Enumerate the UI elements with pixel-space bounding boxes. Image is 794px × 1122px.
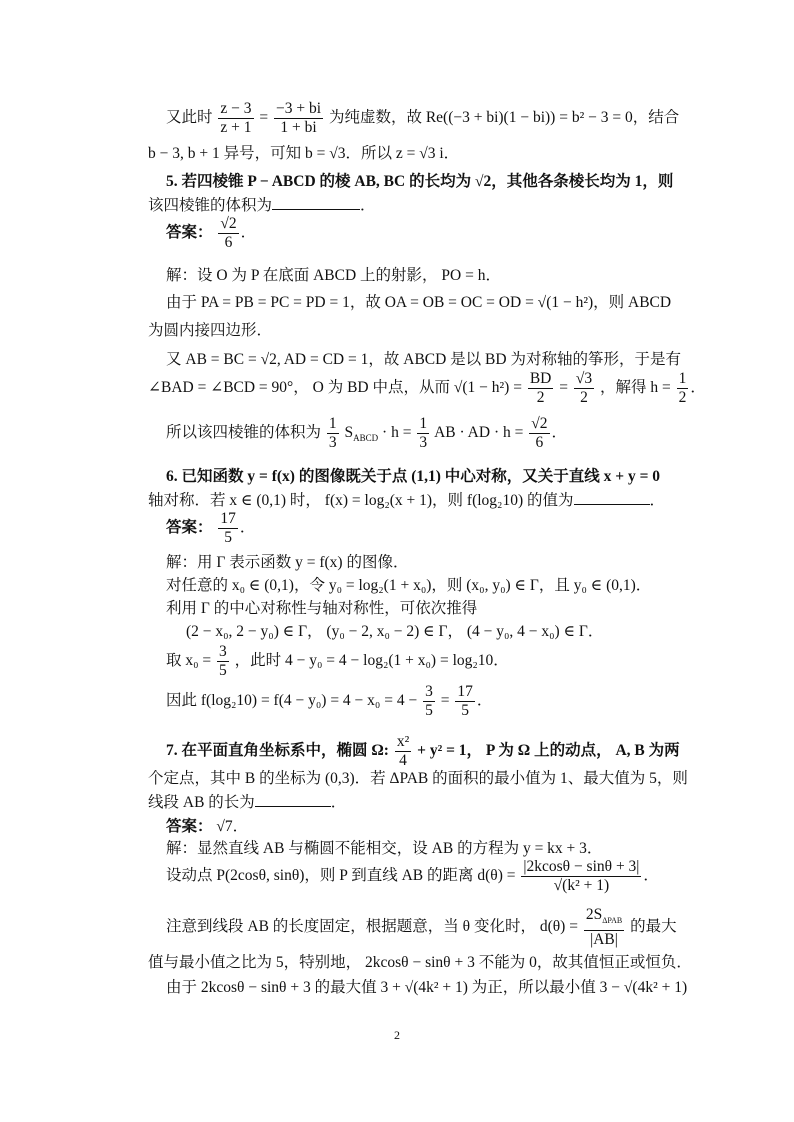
text: 又此时 <box>166 109 213 127</box>
question-7: 7. 在平面直角坐标系中，椭圆 Ω: $\frac{\text{x²}}{4}$ + y² = 1， P 为 Ω 上的动点， A, B 为两 <box>166 733 680 769</box>
solution-line: (2 − x₀, 2 − y₀) ∈ Γ， (y₀ − 2, x₀ − 2) ∈ Γ， (4 − y₀, 4 − x₀) ∈ Γ． <box>186 623 604 640</box>
text-line: 轴对称．若 x ∈ (0,1) 时， f(x) = log₂(x + 1)，则 f(log₂10) 的值为 ． <box>148 492 666 509</box>
answer-line: 答案： $\frac{√2}{6}$ ． <box>166 215 257 251</box>
solution-line: ∠BAD = ∠BCD = 90°， O 为 BD 中点，从而 √(1 − h²) = $\frac{BD}{2}$ = $\frac{√3}{2}$ ，解得 h = $\frac{1}{2}$ ． <box>148 370 706 406</box>
answer-line: 答案： √7． <box>166 818 249 835</box>
solution-line: 设动点 P(2cosθ, sinθ)，则 P 到直线 AB 的距离 d(θ) = $\frac{|2kcos\theta - \sin\theta + 3|}{\text{√(k² + 1)}}$ ． <box>166 858 659 894</box>
solution-line: 又 AB = BC = √2, AD = CD = 1，故 ABCD 是以 BD 为对称轴的筝形，于是有 <box>166 351 681 368</box>
solution-line: 值与最小值之比为 5，特别地， 2kcosθ − sinθ + 3 不能为 0，故其值恒正或恒负． <box>148 954 692 971</box>
solution-line: 为圆内接四边形． <box>148 322 273 339</box>
text-line: 个定点，其中 B 的坐标为 (0,3)．若 ΔPAB 的面积的最小值为 1、最大值为 5，则 <box>148 770 688 787</box>
fraction: $\frac{√2}{6}$ <box>220 215 237 251</box>
solution-line: 所以该四棱锥的体积为 $\frac{1}{3}$ $S_{ABCD} \cdot h$ = $\frac{1}{3}$ AB · AD · h = $\frac{√2}{6}$ ． <box>166 415 568 451</box>
solution-line: 由于 PA = PB = PC = PD = 1，故 OA = OB = OC = OD = √(1 − h²)，则 ABCD <box>166 294 672 311</box>
text: 为纯虚数，故 Re((−3 + bi)(1 − bi)) = b² − 3 = 0，结合 <box>328 109 680 127</box>
question-5: 5. 若四棱锥 P − ABCD 的棱 AB, BC 的长均为 √2，其他各条棱长均为 1，则 <box>166 173 674 190</box>
solution-line: 解：设 O 为 P 在底面 ABCD 上的射影， PO = h． <box>166 267 501 284</box>
answer-blank <box>272 195 360 210</box>
answer-blank <box>574 490 650 505</box>
fraction: $\frac{z - 3}{z + 1}$ <box>220 100 252 136</box>
fraction: $\frac{-3 + bi}{1 + bi}$ <box>276 100 322 136</box>
answer-line: 答案： $\frac{17}{5}$ ． <box>166 510 256 546</box>
text-line: b − 3, b + 1 异号，可知 b = √3．所以 z = √3 i． <box>148 145 460 162</box>
solution-line: 因此 f(log₂10) = f(4 − y₀) = 4 − x₀ = 4 − $\frac{3}{5}$ = $\frac{17}{5}$ ． <box>166 683 493 719</box>
question-6: 6. 已知函数 y = f(x) 的图像既关于点 (1,1) 中心对称，又关于直线 x + y = 0 <box>166 468 661 485</box>
page-number: 2 <box>394 1028 400 1042</box>
solution-line: 利用 Γ 的中心对称性与轴对称性，可依次推得 <box>166 600 478 617</box>
text-line: 线段 AB 的长为 ． <box>148 794 347 811</box>
text-line: 该四棱锥的体积为 ． <box>148 197 376 214</box>
solution-line: 由于 2kcosθ − sinθ + 3 的最大值 3 + √(4k² + 1) 为正，所以最小值 3 − √(4k² + 1) <box>166 979 688 996</box>
solution-line: 取 x₀ = $\frac{3}{5}$ ，此时 4 − y₀ = 4 − log₂(1 + x₀) = log₂10． <box>166 643 509 679</box>
solution-line: 解：显然直线 AB 与椭圆不能相交，设 AB 的方程为 y = kx + 3． <box>166 840 603 857</box>
solution-line: 解：用 Γ 表示函数 y = f(x) 的图像． <box>166 554 409 571</box>
text-line: 又此时 $\frac{z - 3}{z + 1}$ = $\frac{-3 + bi}{1 + bi}$ 为纯虚数，故 Re((−3 + bi)(1 − bi)) = b² − 3 = 0，结合 <box>166 100 680 136</box>
solution-line: 对任意的 x₀ ∈ (0,1)，令 y₀ = log₂(1 + x₀)，则 (x₀, y₀) ∈ Γ，且 y₀ ∈ (0,1)． <box>166 577 652 594</box>
solution-line: 注意到线段 AB 的长度固定，根据题意，当 θ 变化时， d(θ) = $\frac{2S_{\Delta PAB}}{|AB|}$ 的最大 <box>166 906 677 949</box>
answer-blank <box>255 792 331 807</box>
